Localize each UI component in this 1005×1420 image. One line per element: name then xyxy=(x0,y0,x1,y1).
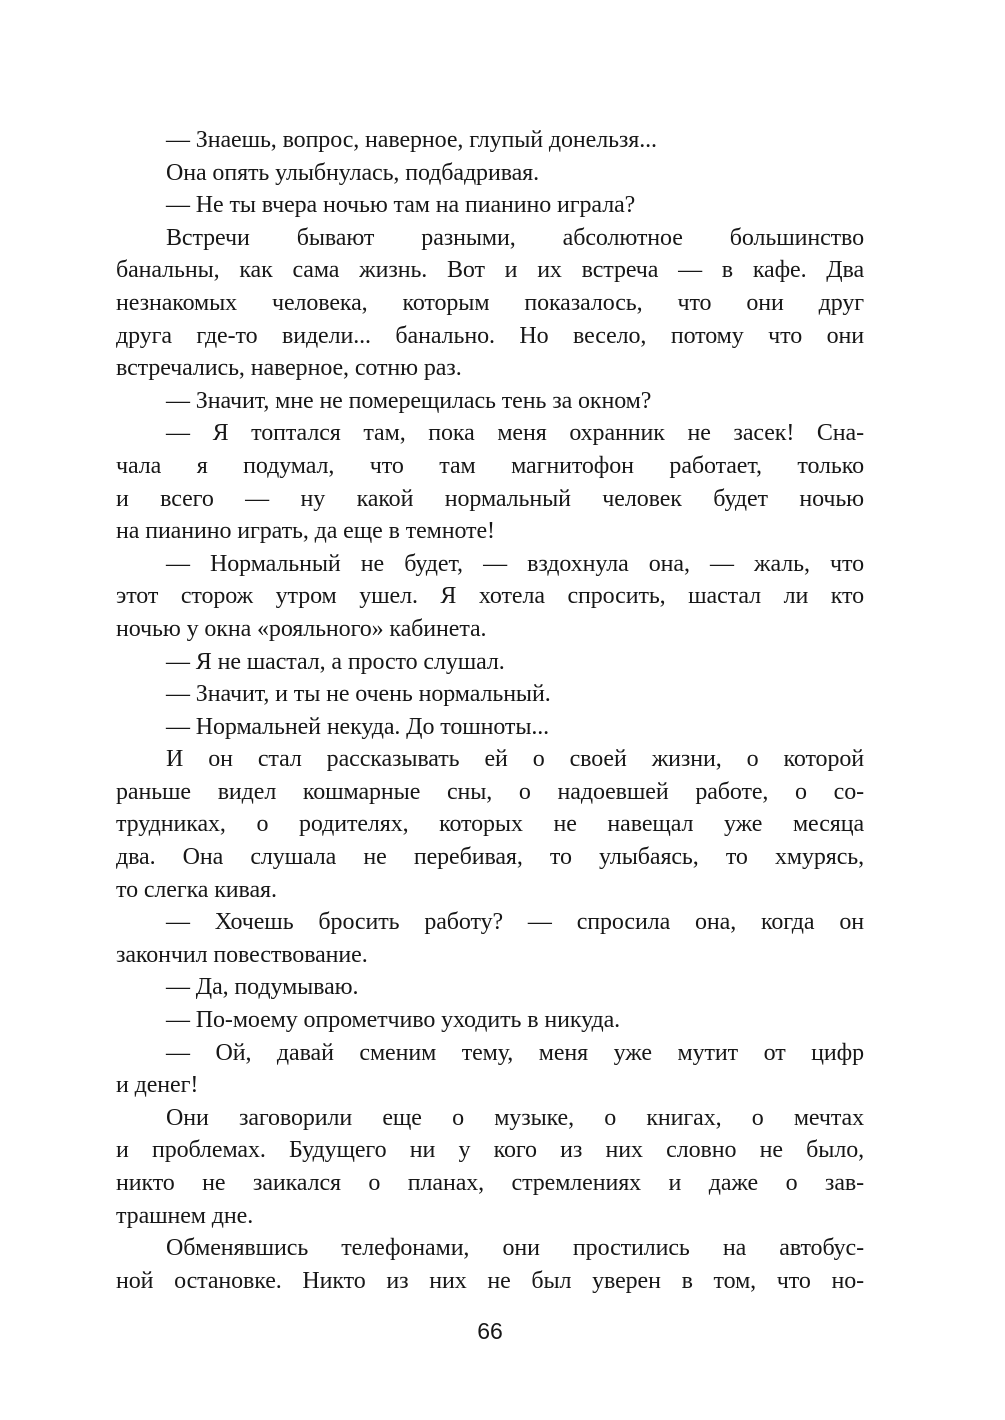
text-line: два. Она слушала не перебивая, то улыбаясь, то хмурясь, xyxy=(116,844,864,871)
text-line: закончил повествование. xyxy=(116,941,368,968)
paragraph xyxy=(116,646,864,679)
paragraph xyxy=(116,743,864,906)
paragraph xyxy=(116,678,864,711)
text-line: — Не ты вчера ночью там на пианино играла? xyxy=(166,192,636,219)
paragraph xyxy=(116,1004,864,1037)
paragraph xyxy=(116,222,864,385)
text-line: — Хочешь бросить работу? — спросила она, когда он xyxy=(166,909,864,936)
text-line: И он стал рассказывать ей о своей жизни, о которой xyxy=(166,746,864,773)
paragraph xyxy=(116,1037,864,1102)
text-line: банальны, как сама жизнь. Вот и их встреча — в кафе. Два xyxy=(116,257,864,284)
text-line: — По-моему опрометчиво уходить в никуда. xyxy=(166,1007,621,1034)
text-line: — Нормальный не будет, — вздохнула она, — жаль, что xyxy=(166,550,864,577)
paragraph xyxy=(116,971,864,1004)
text-line: — Нормальней некуда. До тошноты... xyxy=(166,713,550,740)
text-line: чала я подумал, что там магнитофон работает, только xyxy=(116,452,864,479)
text-line: — Значит, и ты не очень нормальный. xyxy=(166,681,551,708)
paragraph xyxy=(116,157,864,190)
paragraph xyxy=(116,385,864,418)
text-line: раньше видел кошмарные сны, о надоевшей работе, о со- xyxy=(116,778,864,805)
text-line: друга где-то видели... банально. Но весело, потому что они xyxy=(116,322,864,349)
paragraph xyxy=(116,711,864,744)
text-line: ночью у окна «рояльного» кабинета. xyxy=(116,615,487,642)
text-line: — Я топтался там, пока меня охранник не засек! Сна- xyxy=(166,420,864,447)
text-line: трашнем дне. xyxy=(116,1202,254,1229)
text-line: Она опять улыбнулась, подбадривая. xyxy=(166,159,540,186)
text-line: трудниках, о родителях, которых не навещал уже месяца xyxy=(116,811,864,838)
text-line: и всего — ну какой нормальный человек будет ночью xyxy=(116,485,864,512)
paragraph xyxy=(116,1102,864,1232)
text-line: — Я не шастал, а просто слушал. xyxy=(166,648,505,675)
text-line: — Знаешь, вопрос, наверное, глупый донельзя... xyxy=(166,127,657,153)
text-line: — Да, подумываю. xyxy=(166,974,359,1001)
text-line: ной остановке. Никто из них не был уверен в том, что но- xyxy=(116,1267,864,1294)
text-line: и денег! xyxy=(116,1072,199,1099)
text-line: этот сторож утром ушел. Я хотела спросить, шастал ли кто xyxy=(116,583,864,610)
page-number: 66 xyxy=(477,1318,503,1344)
text-line: — Ой, давай сменим тему, меня уже мутит от цифр xyxy=(166,1039,864,1066)
paragraph xyxy=(116,124,864,157)
text-line: и проблемах. Будущего ни у кого из них словно не было, xyxy=(116,1137,864,1164)
text-line: Встречи бывают разными, абсолютное большинство xyxy=(166,224,864,251)
text-line: незнакомых человека, которым показалось, что они друг xyxy=(116,289,864,316)
paragraph xyxy=(116,417,864,547)
paragraph xyxy=(116,1232,864,1297)
text-line: Обменявшись телефонами, они простились на автобус- xyxy=(166,1235,864,1262)
text-line: то слегка кивая. xyxy=(116,876,277,903)
text-line: — Значит, мне не померещилась тень за окном? xyxy=(166,387,652,414)
paragraph xyxy=(116,189,864,222)
page-text xyxy=(116,124,864,1297)
text-line: Они заговорили еще о музыке, о книгах, о мечтах xyxy=(166,1104,864,1131)
paragraph xyxy=(116,548,864,646)
paragraph xyxy=(116,906,864,971)
text-line: на пианино играть, да еще в темноте! xyxy=(116,518,495,545)
text-line: встречались, наверное, сотню раз. xyxy=(116,355,462,382)
text-line: никто не заикался о планах, стремлениях и даже о зав- xyxy=(116,1170,864,1196)
